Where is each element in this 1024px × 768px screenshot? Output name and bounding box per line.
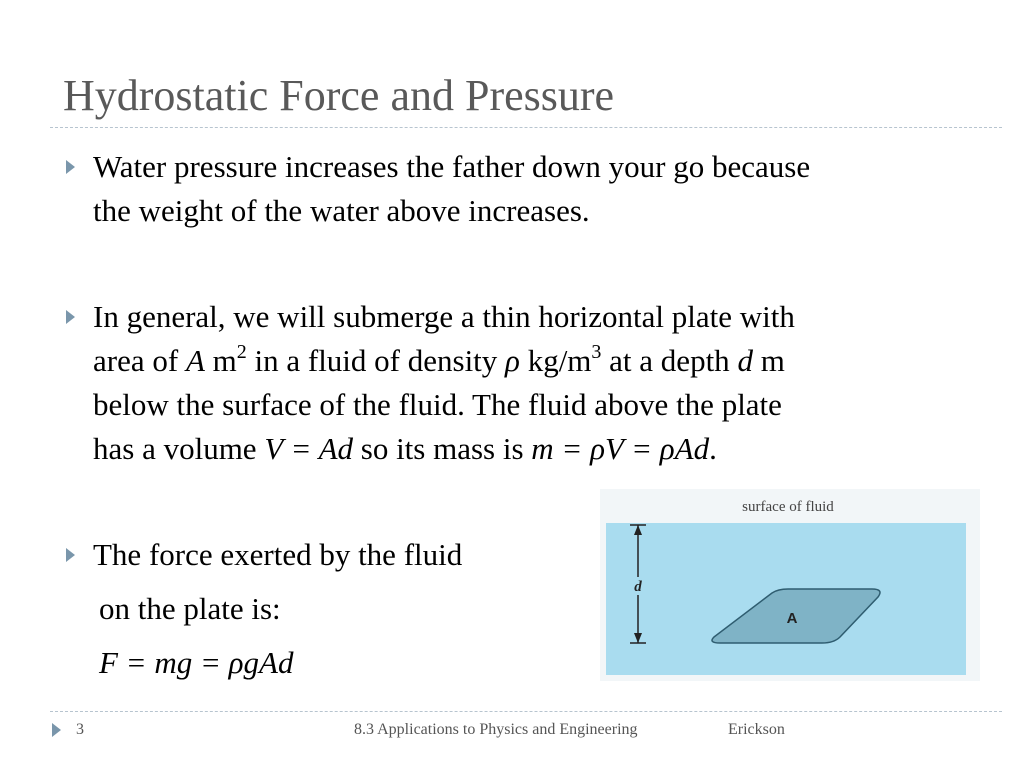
bullet-1-line-1: Water pressure increases the father down your go because: [93, 149, 811, 184]
force-equation: F = mg = ρgAd: [99, 645, 294, 680]
text: at a depth: [601, 343, 738, 378]
mass-equation: m = ρV = ρAd: [531, 431, 710, 466]
bullet-arrow-icon: [66, 310, 75, 324]
bullet-2-line-4: [93, 427, 795, 471]
bullet-3: [93, 533, 462, 577]
bullet-2-line-3: below the surface of the fluid. The fluid above the plate: [93, 387, 782, 422]
bullet-3-line-2: on the plate is:: [99, 591, 281, 626]
text: kg/m: [519, 343, 592, 378]
bullet-1-line-2: the weight of the water above increases.: [93, 193, 590, 228]
var-rho: ρ: [505, 343, 520, 378]
bullet-2-line-2: [93, 339, 795, 383]
title-divider: [50, 127, 1002, 128]
text: in a fluid of density: [246, 343, 506, 378]
text: so its mass is: [353, 431, 532, 466]
depth-label: d: [634, 579, 642, 595]
bullet-2-line-1: In general, we will submerge a thin horizontal plate with: [93, 299, 795, 334]
bullet-1: [93, 145, 810, 233]
force-formula: [99, 641, 293, 685]
text: m: [752, 343, 785, 378]
footer-author: Erickson: [728, 721, 785, 738]
slide-number: 3: [76, 721, 84, 738]
footer-course: 8.3 Applications to Physics and Engineering: [354, 721, 638, 738]
exponent: 2: [236, 340, 247, 363]
slide-title: Hydrostatic Force and Pressure: [63, 71, 615, 120]
plate-diagram: [600, 489, 980, 681]
bullet-arrow-icon: [66, 548, 75, 562]
text: has a volume: [93, 431, 265, 466]
bullet-3-continuation: [99, 587, 281, 631]
var-d: d: [737, 343, 753, 378]
footer-divider: [50, 711, 1002, 712]
surface-label: surface of fluid: [742, 499, 834, 515]
plate-label: A: [786, 610, 798, 627]
var-a: A: [185, 343, 205, 378]
text: m: [204, 343, 237, 378]
footer-arrow-icon: [52, 723, 61, 737]
text: .: [709, 431, 717, 466]
volume-equation: V = Ad: [264, 431, 353, 466]
bullet-3-line-1: The force exerted by the fluid: [93, 537, 463, 572]
plate-diagram-svg: [600, 489, 980, 681]
text: area of: [93, 343, 186, 378]
exponent: 3: [591, 340, 602, 363]
bullet-2: [93, 295, 795, 471]
bullet-arrow-icon: [66, 160, 75, 174]
